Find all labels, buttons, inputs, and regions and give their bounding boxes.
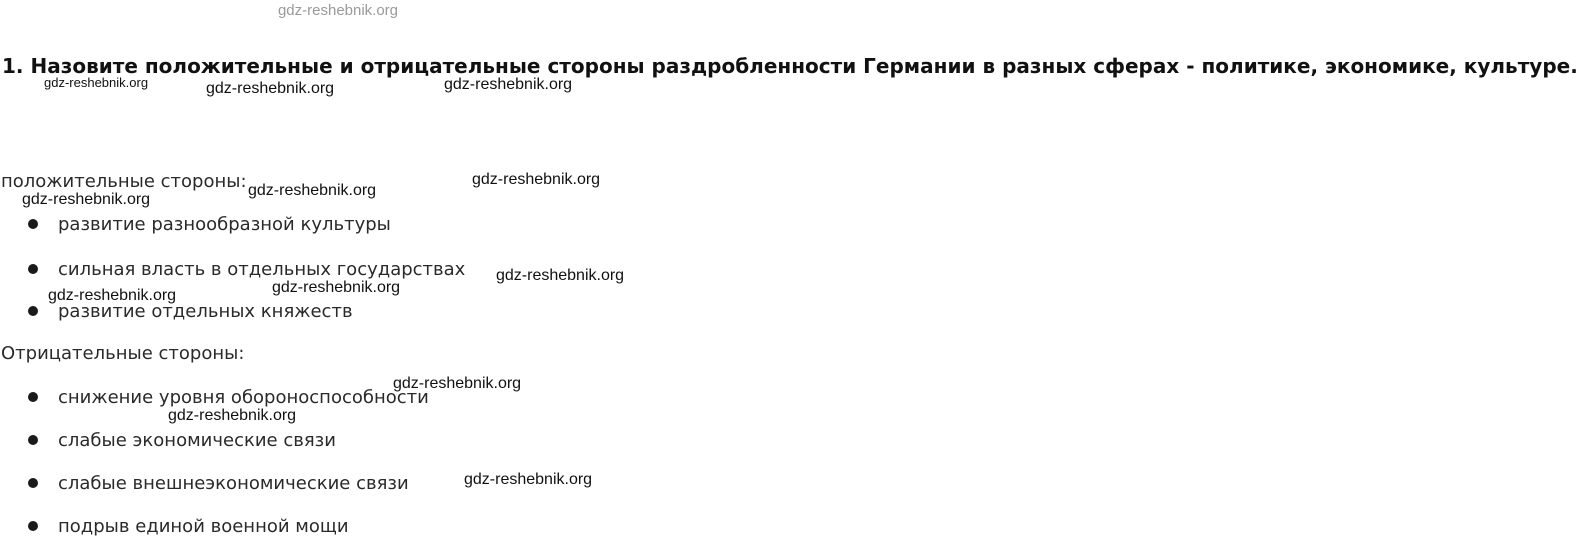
bullet-icon	[28, 306, 38, 316]
watermark: gdz-reshebnik.org	[444, 76, 573, 93]
question-text: 1. Назовите положительные и отрицательные стороны раздробленности Германии в разных сферах - политике, экономике, культуре.	[2, 54, 1578, 78]
negative-heading: Отрицательные стороны:	[1, 343, 245, 364]
watermark: gdz-reshebnik.org	[464, 471, 593, 488]
positive-item-text: сильная власть в отдельных государствах	[58, 258, 466, 280]
positive-item-text: развитие отдельных княжеств	[58, 300, 353, 322]
watermark: gdz-reshebnik.org	[496, 267, 625, 284]
negative-item-text: слабые внешнеэкономические связи	[58, 472, 409, 494]
positive-heading: положительные стороны:	[1, 171, 247, 192]
negative-item	[28, 429, 336, 451]
negative-item-text: слабые экономические связи	[58, 429, 336, 451]
site-watermark-header: gdz-reshebnik.org	[277, 2, 399, 19]
bullet-icon	[28, 478, 38, 488]
watermark: gdz-reshebnik.org	[44, 75, 149, 90]
negative-item	[28, 472, 409, 494]
negative-item-text: подрыв единой военной мощи	[58, 515, 349, 537]
bullet-icon	[28, 435, 38, 445]
watermark: gdz-reshebnik.org	[248, 182, 377, 199]
positive-item	[28, 213, 391, 235]
watermark: gdz-reshebnik.org	[393, 375, 522, 392]
watermark: gdz-reshebnik.org	[272, 279, 401, 296]
bullet-icon	[28, 521, 38, 531]
bullet-icon	[28, 264, 38, 274]
watermark: gdz-reshebnik.org	[472, 171, 601, 188]
bullet-icon	[28, 392, 38, 402]
negative-item	[28, 515, 349, 537]
positive-item	[28, 258, 465, 280]
positive-item-text: развитие разнообразной культуры	[58, 213, 391, 235]
negative-item-text: снижение уровня обороноспособности	[58, 386, 429, 408]
bullet-icon	[28, 219, 38, 229]
watermark: gdz-reshebnik.org	[206, 80, 335, 97]
watermark: gdz-reshebnik.org	[22, 191, 151, 208]
watermark: gdz-reshebnik.org	[48, 287, 177, 304]
watermark: gdz-reshebnik.org	[168, 407, 297, 424]
negative-item	[28, 386, 429, 408]
